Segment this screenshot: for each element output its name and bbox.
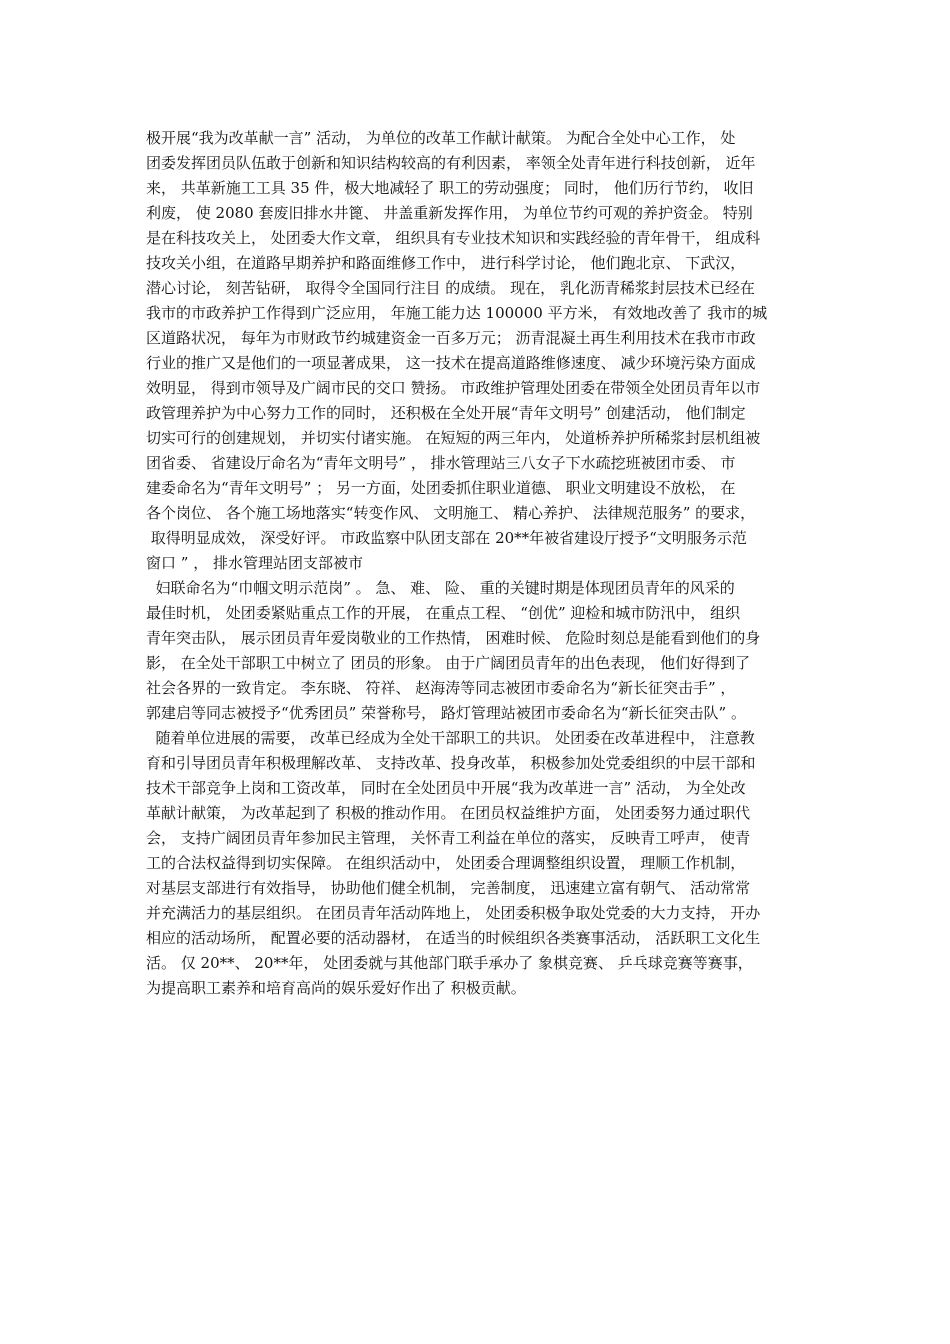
text-line: 郭建启等同志被授予“优秀团员” 荣誉称号， 路灯管理站被团市委命名为“新长征突击队” 。 <box>146 704 746 722</box>
text-line: 技术干部竞争上岗和工资改革， 同时在全处团员中开展“我为改革进一言” 活动， 为全处改 <box>146 779 746 797</box>
text-line: 区道路状况， 每年为市财政节约城建资金一百多万元； 沥青混凝土再生利用技术在我市市政 <box>146 329 756 347</box>
text-line: 青年突击队， 展示团员青年爱岗敬业的工作热情， 困难时候、 危险时刻总是能看到他们的身 <box>146 629 761 647</box>
text-line: 最佳时机， 处团委紧贴重点工作的开展， 在重点工程、 “创优” 迎检和城市防汛中， 组织 <box>146 604 741 622</box>
text-line: 行业的推广又是他们的一项显著成果， 这一技术在提高道路维修速度、 减少环境污染方面成 <box>146 354 756 372</box>
text-line: 极开展“我为改革献一言” 活动， 为单位的改革工作献计献策。 为配合全处中心工作， 处 <box>146 129 736 147</box>
text-line: 技攻关小组，在道路早期养护和路面维修工作中， 进行科学讨论， 他们跑北京、 下武汉， <box>146 254 746 272</box>
text-line: 我市的市政养护工作得到广泛应用， 年施工能力达 100000 平方米， 有效地改善了 我市的城 <box>146 304 768 322</box>
text-line: 并充满活力的基层组织。 在团员青年活动阵地上， 处团委积极争取处党委的大力支持， 开办 <box>146 904 761 922</box>
text-line: 育和引导团员青年积极理解改革、 支持改革、投身改革， 积极参加处党委组织的中层干部和 <box>146 754 756 772</box>
text-line: 妇联命名为“巾帼文明示范岗” 。 急、 难、 险、 重的关键时期是体现团员青年的风采的 <box>146 579 735 597</box>
text-line: 团委发挥团员队伍敢于创新和知识结构较高的有利因素， 率领全处青年进行科技创新， 近年 <box>146 154 756 172</box>
text-line: 是在科技攻关上， 处团委大作文章， 组织具有专业技术知识和实践经验的青年骨干， 组成科 <box>146 229 761 247</box>
text-line: 来， 共革新施工工具 35 件，极大地减轻了 职工的劳动强度； 同时， 他们历行节约， 收旧 <box>146 179 754 197</box>
text-line: 各个岗位、 各个施工场地落实“转变作风、 文明施工、 精心养护、 法律规范服务” 的要求， <box>146 504 756 522</box>
text-line: 为提高职工素养和培育高尚的娱乐爱好作出了 积极贡献。 <box>146 979 526 997</box>
text-line: 影， 在全处干部职工中树立了 团员的形象。 由于广阔团员青年的出色表现， 他们好得到了 <box>146 654 751 672</box>
text-line: 对基层支部进行有效指导， 协助他们健全机制， 完善制度， 迅速建立富有朝气、 活动常常 <box>146 879 751 897</box>
text-line: 活。 仅 20**、 20**年， 处团委就与其他部门联手承办了 象棋竞赛、 乒乓球竞赛等赛事， <box>146 954 753 972</box>
text-line: 取得明显成效， 深受好评。 市政监察中队团支部在 20**年被省建设厅授予“文明服务示范 <box>146 529 747 547</box>
text-line: 工的合法权益得到切实保障。 在组织活动中， 处团委合理调整组织设置， 理顺工作机制， <box>146 854 746 872</box>
text-line: 相应的活动场所， 配置必要的活动器材， 在适当的时候组织各类赛事活动， 活跃职工文化生 <box>146 929 761 947</box>
text-line: 会， 支持广阔团员青年参加民主管理， 关怀青工利益在单位的落实， 反映青工呼声， 使青 <box>146 829 751 847</box>
text-line: 革献计献策， 为改革起到了 积极的推动作用。 在团员权益维护方面， 处团委努力通过职代 <box>146 804 751 822</box>
text-line: 随着单位进展的需要， 改革已经成为全处干部职工的共识。 处团委在改革进程中， 注意教 <box>146 729 755 747</box>
text-line: 团省委、 省建设厅命名为“青年文明号” ， 排水管理站三八女子下水疏挖班被团市委、 市 <box>146 454 736 472</box>
text-line: 窗口 ” ， 排水管理站团支部被市 <box>146 554 363 572</box>
text-line: 潜心讨论， 刻苦钻研， 取得令全国同行注目 的成绩。 现在， 乳化沥青稀浆封层技术已经在 <box>146 279 755 297</box>
text-line: 效明显， 得到市领导及广阔市民的交口 赞扬。 市政维护管理处团委在带领全处团员青年以市 <box>146 379 761 397</box>
text-line: 切实可行的创建规划， 并切实付诸实施。 在短短的两三年内， 处道桥养护所稀浆封层机组被 <box>146 429 761 447</box>
text-line: 政管理养护为中心努力工作的同时， 还积极在全处开展“青年文明号” 创建活动， 他们制定 <box>146 404 746 422</box>
text-line: 建委命名为“青年文明号” ； 另一方面，处团委抓住职业道德、 职业文明建设不放松， 在 <box>146 479 736 497</box>
text-line: 利废， 使 2080 套废旧排水井篦、 井盖重新发挥作用， 为单位节约可观的养护资金。 特别 <box>146 204 753 222</box>
text-line: 社会各界的一致肯定。 李东晓、 符祥、 赵海涛等同志被团市委命名为“新长征突击手” ， <box>146 679 736 697</box>
